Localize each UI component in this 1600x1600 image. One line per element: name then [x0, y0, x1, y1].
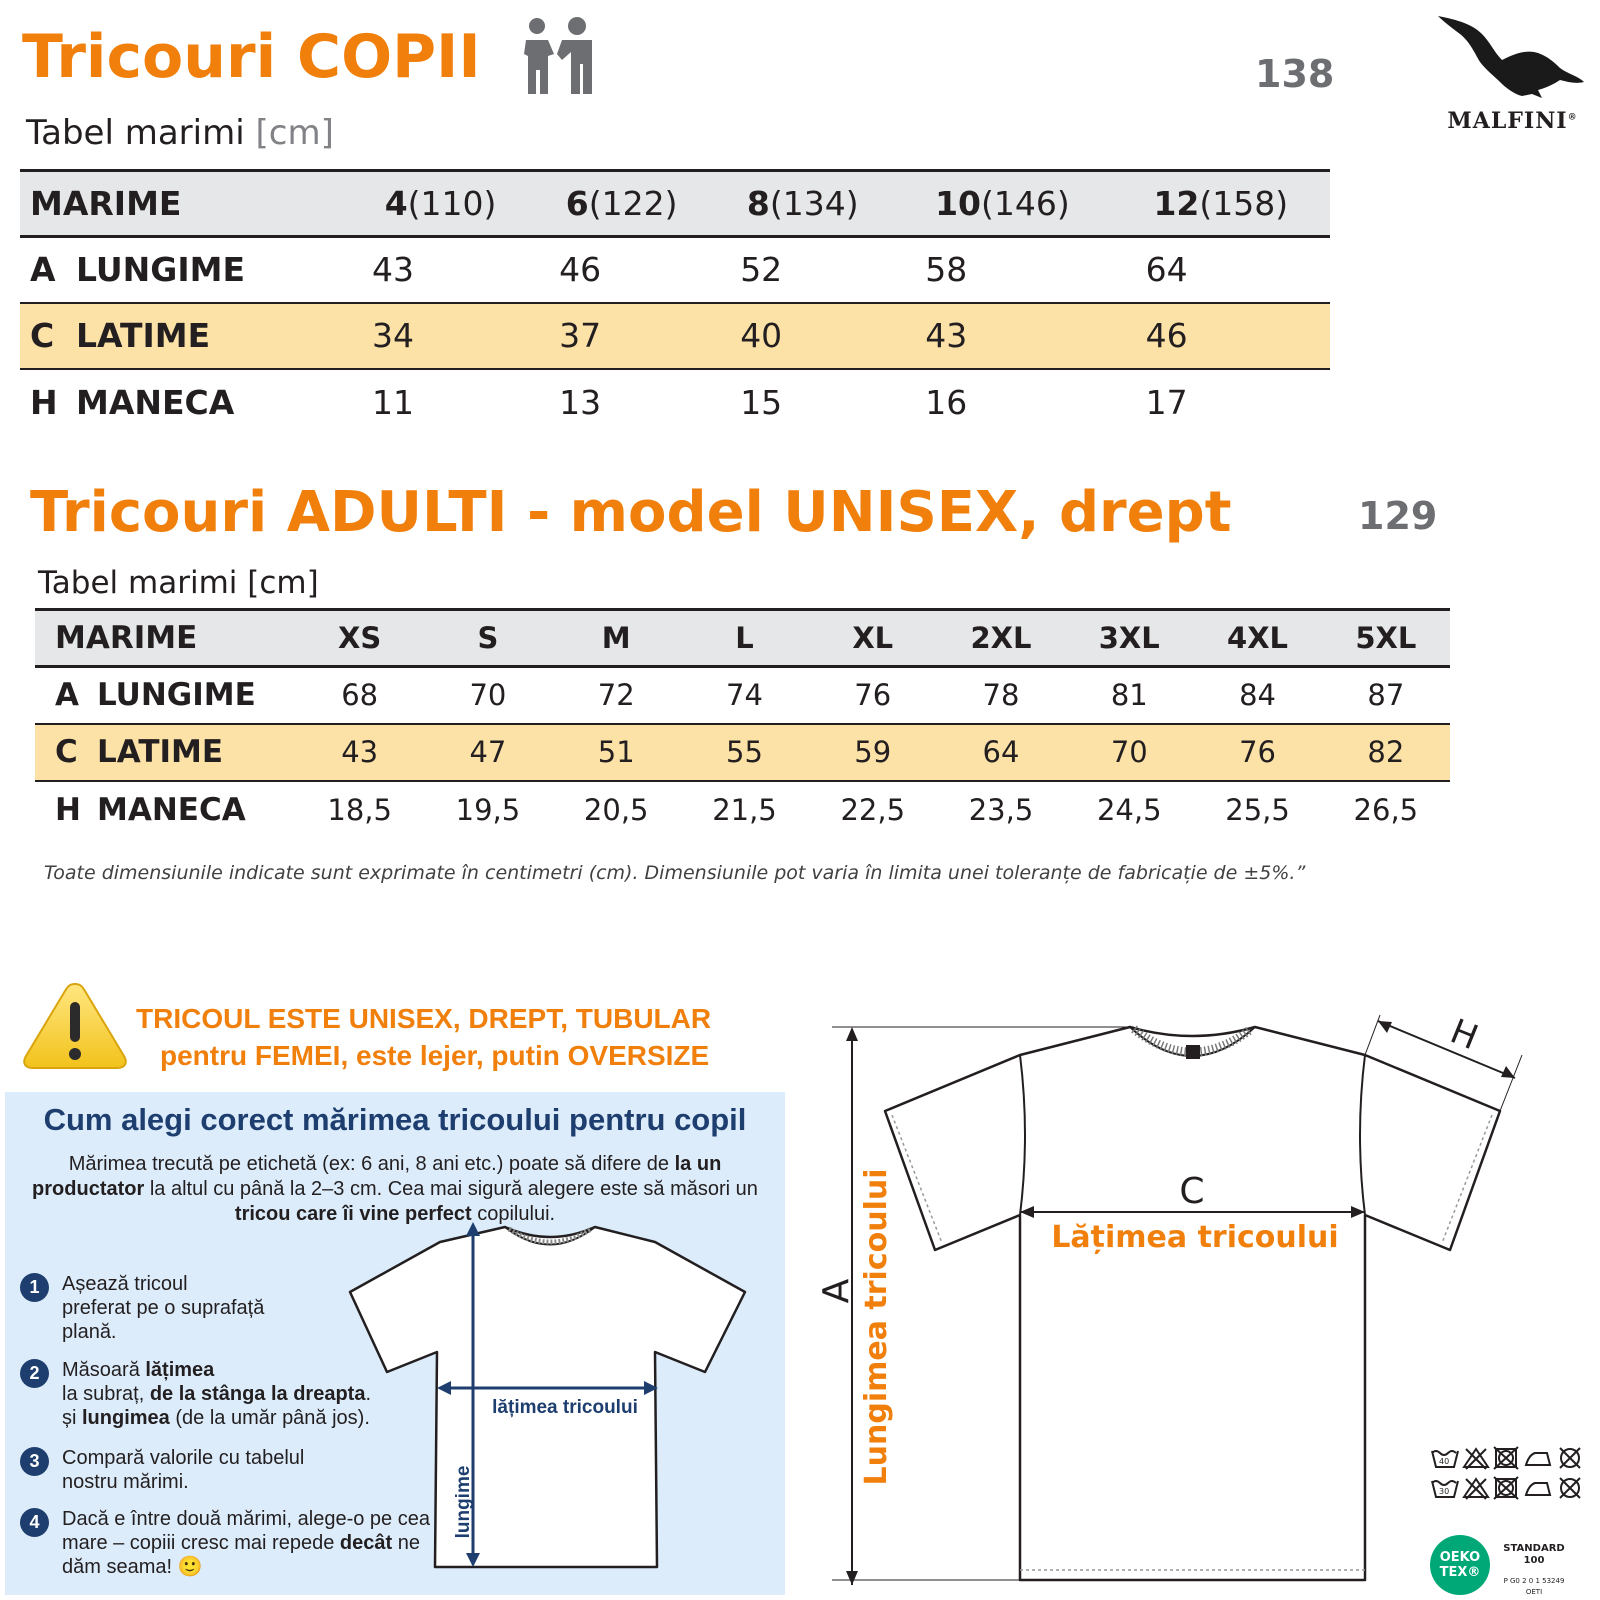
table-cell: 43 [296, 724, 424, 781]
row-label: C LATIME [20, 303, 350, 369]
size-header: 6(122) [565, 184, 678, 223]
kids-title: Tricouri COPII [22, 22, 481, 92]
row-label: H MANECA [55, 791, 246, 828]
size-header: XL [852, 621, 894, 655]
table-cell: 84 [1239, 678, 1276, 713]
table-cell: 11 [372, 382, 414, 422]
table-row [35, 667, 1450, 724]
size-header: 10(146) [935, 184, 1070, 223]
size-header: 12(158) [1153, 184, 1289, 223]
shirt-outline [885, 1027, 1500, 1580]
size-header: XS [338, 621, 382, 655]
table-row [20, 369, 1330, 435]
table-cell: 22,5 [840, 792, 906, 827]
label-C: C [1179, 1171, 1205, 1212]
table-cell: 25,5 [1225, 792, 1290, 827]
size-header: M [601, 621, 631, 655]
table-cell: 16 [925, 382, 968, 422]
wash-temp: 40 [1439, 1457, 1450, 1466]
table-cell: 76 [1193, 724, 1321, 781]
table-cell: 17 [1145, 382, 1188, 422]
table-cell: 46 [1112, 303, 1330, 369]
table-cell: 87 [1367, 678, 1405, 713]
care-labels [1430, 1447, 1590, 1597]
width-label: Lățimea tricoului [1051, 1220, 1339, 1255]
table-cell: 23,5 [968, 792, 1034, 827]
brand-name: MALFINI® [1447, 108, 1578, 134]
oeko-line-1: OEKO [1439, 1550, 1481, 1565]
size-header: 4(110) [384, 184, 497, 223]
size-header: L [735, 621, 754, 655]
small-length-label: lungime [453, 1465, 474, 1539]
table-cell: 47 [424, 724, 552, 781]
table-row [35, 781, 1450, 838]
table-row-highlighted [20, 303, 1330, 369]
eagle-icon [1430, 10, 1590, 110]
table-header-row [20, 171, 1330, 237]
row-label: C LATIME [35, 724, 296, 781]
no-bleach-icon [1464, 1479, 1488, 1499]
table-cell: 58 [925, 250, 968, 290]
row-label: H MANECA [30, 382, 235, 422]
table-cell: 15 [740, 382, 783, 422]
adults-product-code: 129 [1358, 494, 1438, 538]
standard-number: 100 [1523, 1555, 1545, 1566]
header-label: MARIME [30, 184, 182, 223]
kids-product-code: 138 [1255, 52, 1335, 96]
table-cell: 52 [740, 250, 783, 290]
kids-subtitle [26, 113, 334, 153]
table-row-highlighted [35, 724, 1450, 781]
table-cell: 64 [937, 724, 1065, 781]
label-A: A [816, 1278, 857, 1304]
guide-description: Mărimea trecută pe etichetă (ex: 6 ani, 8 ani etc.) poate să difere de la un productator la altul cu până la 2–3 cm. Cea mai sigură alegere este să măsori un tricou care îi vine perfect copilului. [32, 1153, 758, 1225]
adults-size-table [35, 608, 1450, 838]
table-cell: 59 [809, 724, 937, 781]
table-cell: 19,5 [455, 792, 521, 827]
table-cell: 64 [1145, 250, 1188, 290]
table-cell: 20,5 [583, 792, 649, 827]
label-H: H [1444, 1011, 1484, 1059]
step-number: 1 [20, 1273, 49, 1302]
table-cell: 13 [559, 382, 602, 422]
certificate-code: P G0 2 0 1 53249 [1503, 1577, 1565, 1585]
kids-size-table [20, 169, 1330, 435]
table-cell: 43 [372, 250, 414, 290]
table-cell: 26,5 [1353, 792, 1419, 827]
warning-line-2: pentru FEMEI, este lejer, putin OVERSIZE [160, 1040, 710, 1071]
table-cell: 70 [1065, 724, 1193, 781]
table-cell: 43 [893, 303, 1111, 369]
malfini-logo [1430, 10, 1590, 150]
table-header-row [35, 610, 1450, 667]
parent-child-icon [522, 16, 602, 102]
table-cell: 68 [341, 678, 379, 713]
table-cell: 21,5 [712, 792, 777, 827]
adults-subtitle: Tabel marimi [cm] [38, 565, 319, 601]
size-header: 4XL [1227, 621, 1289, 655]
table-cell: 55 [680, 724, 808, 781]
wash-temp: 30 [1439, 1487, 1450, 1496]
small-width-label: lățimea tricoului [492, 1397, 638, 1418]
kids-subtitle-text: Tabel marimi [26, 113, 245, 153]
brand-tag-icon [1186, 1045, 1200, 1059]
table-cell: 76 [854, 678, 892, 713]
size-header: 3XL [1098, 621, 1160, 655]
table-cell: 51 [552, 724, 680, 781]
header-label: MARIME [55, 620, 198, 656]
table-cell: 70 [469, 678, 507, 713]
size-header: 8(134) [746, 184, 859, 223]
size-header: S [477, 621, 499, 655]
standard-label: STANDARD [1503, 1543, 1565, 1554]
kids-subtitle-unit: [cm] [255, 113, 334, 153]
table-cell: 37 [531, 303, 712, 369]
no-bleach-icon [1464, 1449, 1488, 1469]
table-cell: 81 [1110, 678, 1148, 713]
warning-icon [20, 980, 130, 1072]
step-number: 4 [20, 1508, 49, 1537]
table-row [20, 237, 1330, 303]
step-number: 3 [20, 1447, 49, 1476]
table-cell: 18,5 [327, 792, 392, 827]
table-cell: 82 [1322, 724, 1450, 781]
table-cell: 34 [350, 303, 531, 369]
iron-icon [1526, 1483, 1550, 1495]
table-cell: 74 [726, 678, 763, 713]
size-header: 2XL [970, 621, 1032, 655]
table-cell: 40 [712, 303, 893, 369]
size-header: 5XL [1355, 621, 1417, 655]
table-cell: 72 [597, 678, 635, 713]
table-cell: 24,5 [1096, 792, 1162, 827]
certificate-org: OETI [1525, 1588, 1543, 1596]
adults-title: Tricouri ADULTI - model UNISEX, drept [30, 480, 1232, 545]
length-label: Lungimea tricoului [859, 1168, 894, 1486]
iron-icon [1526, 1453, 1550, 1465]
row-label: A LUNGIME [30, 250, 246, 290]
tolerance-note: Toate dimensiunile indicate sunt exprimate în centimetri (cm). Dimensiunile pot varia în limita unei toleranțe de fabricație de ±5%.” [44, 862, 1306, 884]
table-cell: 46 [559, 250, 602, 290]
oeko-line-2: TEX® [1439, 1565, 1481, 1580]
guide-title: Cum alegi corect mărimea tricoului pentru copil [43, 1102, 747, 1137]
warning-line-1: TRICOUL ESTE UNISEX, DREPT, TUBULAR [136, 1003, 712, 1034]
table-cell: 78 [982, 678, 1020, 713]
row-label: A LUNGIME [55, 677, 256, 714]
step-number: 2 [20, 1359, 49, 1388]
warning-text [136, 1000, 711, 1074]
